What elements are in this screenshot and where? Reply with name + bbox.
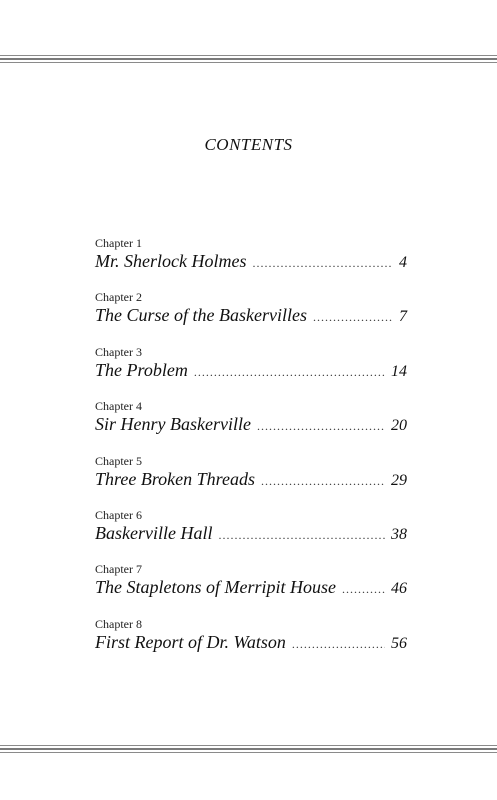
dot-leader	[252, 252, 393, 274]
chapter-label: Chapter 6	[95, 507, 142, 522]
page-number: 14	[391, 362, 407, 380]
toc-entry[interactable]	[95, 345, 407, 399]
top-rule	[0, 55, 497, 65]
toc-entry[interactable]	[95, 399, 407, 453]
dot-leader	[292, 633, 385, 655]
toc-line	[95, 359, 407, 383]
chapter-label: Chapter 1	[95, 236, 142, 250]
page-number: 29	[391, 471, 407, 489]
chapter-title: The Curse of the Baskervilles	[95, 305, 307, 326]
chapter-label: Chapter 5	[95, 453, 142, 468]
toc-entry[interactable]	[95, 617, 407, 671]
toc-line	[95, 304, 407, 328]
top-rule-line	[0, 62, 497, 63]
chapter-label: Chapter 2	[95, 290, 142, 305]
contents-heading: CONTENTS	[204, 135, 293, 154]
toc-line	[95, 576, 407, 600]
toc-entry[interactable]	[95, 454, 407, 508]
toc-line	[95, 468, 407, 492]
bottom-rule-line	[0, 752, 497, 753]
page-number: 7	[399, 308, 407, 326]
page-number: 56	[391, 634, 407, 652]
top-rule-line	[0, 55, 497, 56]
chapter-title: Three Broken Threads	[95, 468, 255, 489]
toc-line	[95, 250, 407, 274]
dot-leader	[218, 524, 385, 546]
chapter-title: First Report of Dr. Watson	[95, 631, 286, 652]
page-number: 20	[391, 417, 407, 435]
page-number: 38	[391, 525, 407, 543]
page-number: 46	[391, 580, 407, 598]
table-of-contents	[95, 236, 407, 671]
bottom-rule-line	[0, 748, 497, 750]
toc-entry[interactable]	[95, 236, 407, 290]
toc-entry[interactable]	[95, 508, 407, 562]
chapter-title: The Stapletons of Merripit House	[95, 577, 336, 598]
chapter-label: Chapter 3	[95, 344, 142, 359]
dot-leader	[342, 578, 385, 600]
toc-entry[interactable]	[95, 290, 407, 344]
chapter-label: Chapter 8	[95, 616, 142, 631]
toc-line	[95, 631, 407, 655]
chapter-label: Chapter 4	[95, 399, 142, 414]
chapter-title: Baskerville Hall	[95, 522, 213, 543]
chapter-title: Mr. Sherlock Holmes	[95, 251, 247, 271]
chapter-title: The Problem	[95, 359, 188, 380]
chapter-label: Chapter 7	[95, 562, 142, 577]
dot-leader	[261, 470, 385, 492]
bottom-rule-line	[0, 745, 497, 746]
toc-entry[interactable]	[95, 562, 407, 616]
dot-leader	[257, 415, 385, 437]
toc-line	[95, 413, 407, 437]
bottom-rule	[0, 745, 497, 755]
page-number: 4	[399, 254, 407, 271]
toc-line	[95, 522, 407, 546]
top-rule-line	[0, 58, 497, 60]
dot-leader	[194, 361, 385, 383]
chapter-title: Sir Henry Baskerville	[95, 414, 251, 435]
dot-leader	[313, 306, 393, 328]
